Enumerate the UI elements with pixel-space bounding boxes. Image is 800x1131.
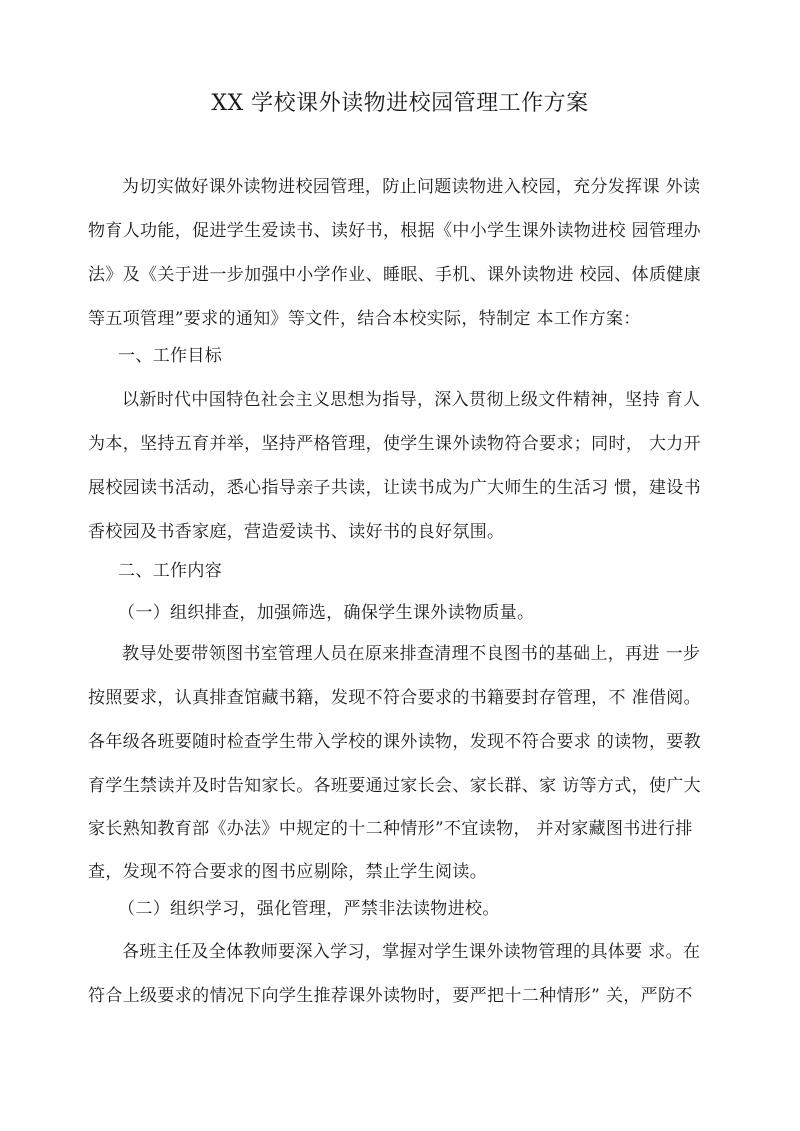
paragraph-line: 等五项管理”要求的通知》等文件，结合本校实际，特制定 本工作方案： xyxy=(88,309,641,329)
paragraph-line: 查，发现不符合要求的图书应剔除，禁止学生阅读。 xyxy=(88,862,488,882)
paragraph-line: 法》及《关于进一步加强中小学作业、睡眠、手机、课外读物进 校园、体质健康 xyxy=(88,265,702,285)
section-heading-goals: 一、工作目标 xyxy=(118,346,223,366)
paragraph-line: 物育人功能，促进学生爱读书、读好书，根据《中小学生课外读物进校 园管理办 xyxy=(88,221,702,241)
section-heading-content: 二、工作内容 xyxy=(118,561,223,581)
paragraph-line: 展校园读书活动，悉心指导亲子共读，让读书成为广大师生的生活习 惯，建设书 xyxy=(88,478,702,498)
paragraph-line: 教导处要带领图书室管理人员在原来排查清理不良图书的基础上，再进 一步 xyxy=(122,644,701,664)
document-title: XX 学校课外读物进校园管理工作方案 xyxy=(211,91,589,116)
paragraph-line: 符合上级要求的情况下向学生推荐课外读物时，要严把十二种情形” 关，严防不 xyxy=(88,986,693,1006)
paragraph-line: 为本，坚持五育并举，坚持严格管理，使学生课外读物符合要求；同时， 大力开 xyxy=(88,434,702,454)
paragraph-line: 以新时代中国特色社会主义思想为指导，深入贯彻上级文件精神，坚持 育人 xyxy=(122,390,701,410)
paragraph-line: 按照要求，认真排查馆藏书籍，发现不符合要求的书籍要封存管理，不 准借阅。 xyxy=(88,688,702,708)
paragraph-line: 家长熟知教育部《办法》中规定的十二种情形”不宜读物， 并对家藏图书进行排 xyxy=(88,819,693,839)
subsection-heading-2: （二）组织学习，强化管理，严禁非法读物进校。 xyxy=(118,899,500,919)
paragraph-line: 为切实做好课外读物进校园管理，防止问题读物进入校园，充分发挥课 外读 xyxy=(122,177,701,197)
paragraph-line: 各年级各班要随时检查学生带入学校的课外读物，发现不符合要求 的读物，要教 xyxy=(88,732,702,752)
paragraph-line: 各班主任及全体教师要深入学习，掌握对学生课外读物管理的具体要 求。在 xyxy=(122,942,701,962)
paragraph-line: 香校园及书香家庭，营造爱读书、读好书的良好氛围。 xyxy=(88,522,505,542)
paragraph-line: 育学生禁读并及时告知家长。各班要通过家长会、家长群、家 访等方式，使广大 xyxy=(88,776,702,796)
subsection-heading-1: （一）组织排查，加强筛选，确保学生课外读物质量。 xyxy=(118,603,535,623)
